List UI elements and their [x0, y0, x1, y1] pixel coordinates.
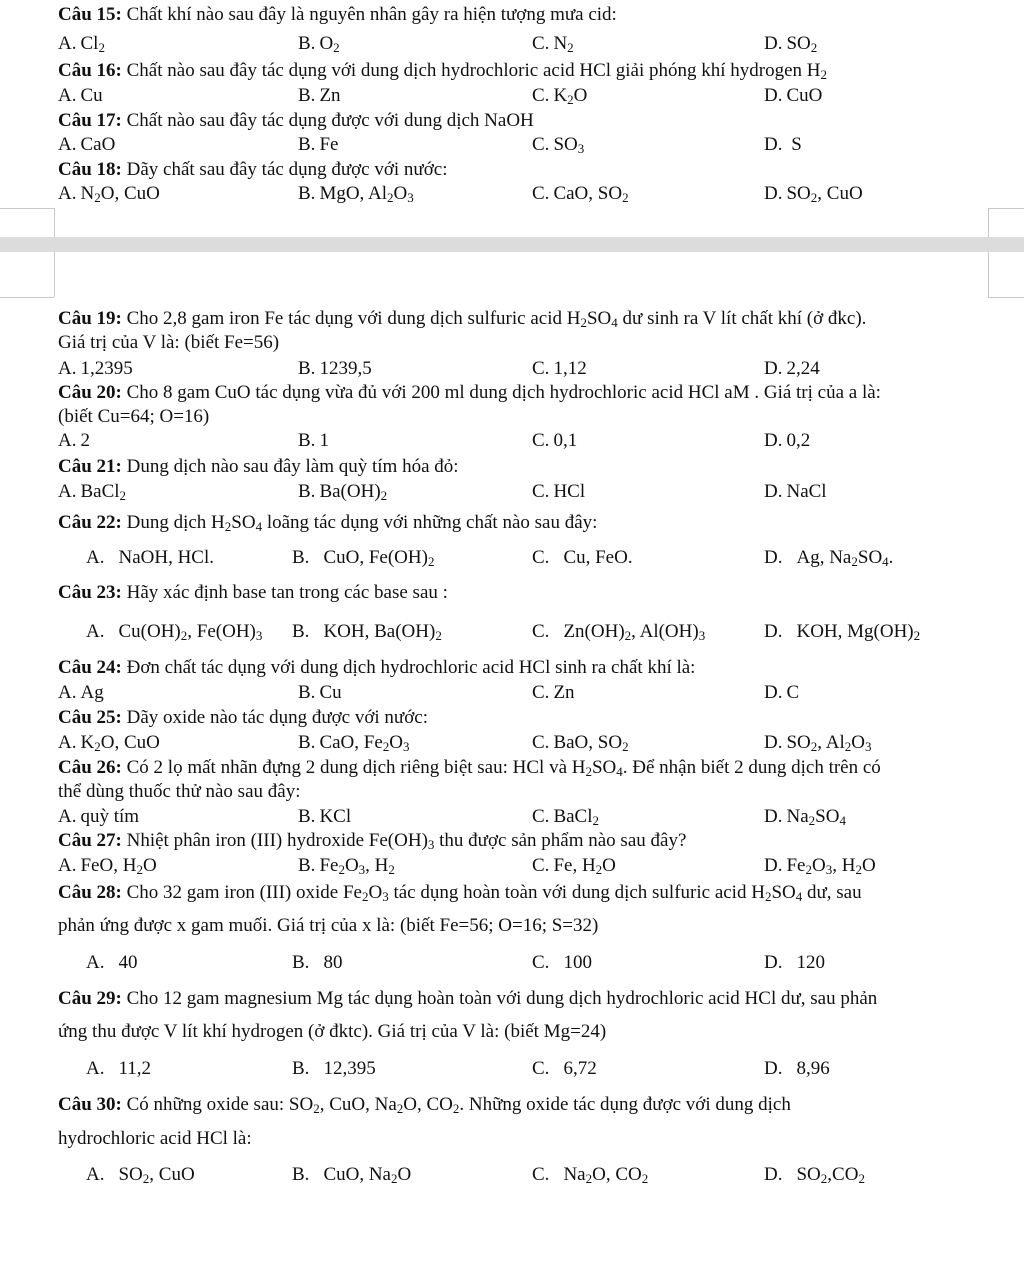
corner-mark	[0, 297, 54, 298]
answer-option-a	[58, 855, 157, 877]
option-letter: B.	[292, 621, 310, 642]
option-text: $SO_2$, CuO	[118, 1164, 195, 1186]
option-letter: B.	[298, 682, 316, 703]
answer-option-d	[764, 85, 822, 107]
answer-option-a	[58, 358, 133, 380]
option-text: 2,24	[786, 358, 820, 379]
option-letter: B.	[292, 952, 310, 973]
option-text: CaO	[80, 134, 116, 155]
question-text: Có những oxide sau: $SO_2$, CuO, $Na_2O$, $CO_2$. Những oxide tác dụng được với dung dịch	[121, 1094, 791, 1116]
option-text: 1,2395	[80, 358, 133, 379]
option-text: 0,1	[553, 430, 578, 451]
answer-option-d	[764, 621, 920, 643]
question-label: Câu 20:	[58, 382, 122, 403]
question-label: Câu 15:	[58, 4, 122, 25]
option-letter: A.	[58, 855, 77, 876]
question-text: Hãy xác định base tan trong các base sau :	[121, 582, 448, 603]
question-text: Nhiệt phân iron (III) hydroxide $Fe(OH)_3$ thu được sản phẩm nào sau đây?	[121, 830, 687, 852]
option-text: 1	[319, 430, 329, 451]
question-label: Câu 27:	[58, 830, 122, 851]
option-text: Fe, $H_2O$	[553, 855, 616, 877]
answer-option-a	[58, 33, 105, 55]
option-text: $Na_2O$, $CO_2$	[563, 1164, 649, 1186]
option-letter: B.	[292, 547, 310, 568]
option-text: BaO, $SO_2$	[553, 732, 629, 754]
option-text: KOH, $Ba(OH)_2$	[323, 621, 442, 643]
option-text: Cu	[80, 85, 103, 106]
question-text: Đơn chất tác dụng với dung dịch hydrochloric acid HCl sinh ra chất khí là:	[121, 657, 696, 678]
question-text: Chất khí nào sau đây là nguyên nhân gây ra hiện tượng mưa cid:	[121, 4, 617, 25]
option-letter: C.	[532, 806, 550, 827]
question-text: Cho 32 gam iron (III) oxide $Fe_2O_3$ tác dụng hoàn toàn với dung dịch sulfuric acid $H_2SO_4$ dư, sau	[121, 882, 862, 904]
option-letter: D.	[764, 358, 783, 379]
option-text: $Ba(OH)_2$	[319, 481, 388, 503]
question-text-continued: (biết Cu=64; O=16)	[58, 406, 210, 427]
option-text: BaCl$_2$	[553, 806, 599, 828]
option-letter: C.	[532, 621, 550, 642]
option-letter: B.	[298, 806, 316, 827]
option-text: 11,2	[118, 1058, 152, 1079]
answer-option-a	[86, 1058, 151, 1080]
option-letter: B.	[292, 1164, 310, 1185]
answer-option-b	[298, 33, 340, 55]
answer-option-b	[292, 1164, 411, 1186]
question-stem-q24	[58, 657, 998, 679]
answer-options-q19	[58, 358, 998, 382]
answer-option-c	[532, 430, 577, 452]
answer-options-q16	[58, 85, 998, 109]
answer-option-c	[532, 621, 705, 643]
option-text: 1,12	[553, 358, 587, 379]
option-letter: D.	[764, 134, 783, 155]
answer-option-d	[764, 183, 863, 205]
question-label: Câu 16:	[58, 60, 122, 81]
option-letter: B.	[298, 134, 316, 155]
option-text: FeO, $H_2O$	[80, 855, 157, 877]
option-text: 6,72	[563, 1058, 597, 1079]
answer-option-d	[764, 134, 802, 156]
answer-option-d	[764, 33, 817, 55]
answer-option-c	[532, 183, 629, 205]
option-text: KOH, $Mg(OH)_2$	[796, 621, 921, 643]
option-text: 40	[118, 952, 138, 973]
option-text: Zn	[319, 85, 341, 106]
answer-options-q18	[58, 183, 998, 207]
option-text: 12,395	[323, 1058, 376, 1079]
question-stem-q18	[58, 159, 998, 181]
question-label: Câu 17:	[58, 110, 122, 131]
option-text: 1239,5	[319, 358, 372, 379]
answer-options-q27	[58, 855, 998, 879]
option-text: $SO_2$, $Al_2O_3$	[786, 732, 872, 754]
answer-option-a	[86, 547, 214, 569]
option-text: 80	[323, 952, 343, 973]
option-letter: A.	[58, 358, 77, 379]
question-stem-q28	[58, 882, 998, 904]
option-letter: D.	[764, 952, 783, 973]
option-text: quỳ tím	[80, 806, 140, 827]
option-text: Ag	[80, 682, 104, 703]
option-text: CuO, $Na_2O$	[323, 1164, 412, 1186]
question-label: Câu 18:	[58, 159, 122, 180]
option-letter: C.	[532, 732, 550, 753]
option-text: $N_2O$, CuO	[80, 183, 160, 205]
answer-option-b	[292, 952, 342, 974]
answer-option-d	[764, 430, 810, 452]
question-label: Câu 24:	[58, 657, 122, 678]
option-text: $Zn(OH)_2$, $Al(OH)_3$	[563, 621, 706, 643]
option-text: $Fe_2O_3$, $H_2O$	[786, 855, 876, 877]
option-letter: A.	[58, 481, 77, 502]
option-letter: C.	[532, 855, 550, 876]
answer-option-c	[532, 732, 629, 754]
option-letter: A.	[86, 547, 105, 568]
answer-option-a	[58, 481, 126, 503]
question-label: Câu 28:	[58, 882, 122, 903]
page-gap	[0, 237, 1024, 252]
option-letter: A.	[86, 1058, 105, 1079]
question-text-continued: Giá trị của V là: (biết Fe=56)	[58, 332, 280, 353]
answer-options-q30	[58, 1164, 998, 1188]
question-label: Câu 21:	[58, 456, 122, 477]
answer-option-c	[532, 1164, 648, 1186]
option-letter: A.	[86, 621, 105, 642]
answer-option-a	[86, 952, 137, 974]
corner-mark	[54, 252, 55, 297]
question-text: Chất nào sau đây tác dụng với dung dịch hydrochloric acid HCl giải phóng khí hydrogen $H_2$	[121, 60, 828, 82]
option-text: 120	[796, 952, 825, 973]
answer-option-c	[532, 952, 592, 974]
answer-option-b	[298, 85, 341, 107]
corner-mark	[54, 208, 55, 237]
answer-options-q22	[58, 547, 998, 571]
answer-option-d	[764, 952, 825, 974]
question-stem-q27	[58, 830, 998, 852]
answer-option-d	[764, 682, 799, 704]
option-letter: D.	[764, 732, 783, 753]
answer-option-b	[298, 682, 342, 704]
option-letter: C.	[532, 183, 550, 204]
question-text: Dãy oxide nào tác dụng được với nước:	[121, 707, 428, 728]
answer-option-b	[298, 358, 372, 380]
option-letter: D.	[764, 806, 783, 827]
option-letter: D.	[764, 855, 783, 876]
option-text: MgO, $Al_2O_3$	[319, 183, 414, 205]
question-stem-q30	[58, 1094, 998, 1116]
answer-option-a	[58, 806, 139, 828]
answer-options-q25	[58, 732, 998, 756]
option-letter: C.	[532, 481, 550, 502]
answer-options-q24	[58, 682, 998, 706]
option-letter: B.	[298, 732, 316, 753]
option-text: $Na_2SO_4$	[786, 806, 846, 828]
question-label: Câu 26:	[58, 757, 122, 778]
option-letter: A.	[58, 732, 77, 753]
option-letter: C.	[532, 33, 550, 54]
question-text-continued: ứng thu được V lít khí hydrogen (ở đktc). Giá trị của V là: (biết Mg=24)	[58, 1021, 607, 1042]
option-letter: D.	[764, 621, 783, 642]
answer-options-q29	[58, 1058, 998, 1082]
answer-option-c	[532, 481, 585, 503]
option-letter: B.	[298, 481, 316, 502]
question-text-continued: thể dùng thuốc thử nào sau đây:	[58, 781, 301, 802]
answer-options-q17	[58, 134, 998, 158]
option-text: NaOH, HCl.	[118, 547, 215, 568]
option-letter: C.	[532, 952, 550, 973]
answer-option-a	[58, 682, 104, 704]
answer-option-d	[764, 1164, 865, 1186]
option-letter: C.	[532, 1164, 550, 1185]
option-letter: C.	[532, 547, 550, 568]
option-text: CuO	[786, 85, 823, 106]
answer-options-q15	[58, 33, 998, 57]
option-text: $SO_2$	[786, 33, 818, 55]
option-letter: B.	[298, 855, 316, 876]
answer-option-d	[764, 547, 893, 569]
answer-option-c	[532, 682, 575, 704]
option-letter: B.	[298, 85, 316, 106]
option-letter: B.	[298, 358, 316, 379]
option-letter: D.	[764, 547, 783, 568]
answer-option-a	[58, 134, 115, 156]
answer-option-c	[532, 1058, 597, 1080]
option-letter: A.	[86, 952, 105, 973]
question-text: Dãy chất sau đây tác dụng được với nước:	[121, 159, 448, 180]
question-label: Câu 25:	[58, 707, 122, 728]
corner-mark	[988, 208, 989, 237]
answer-option-b	[298, 806, 351, 828]
option-text: S	[786, 134, 802, 155]
option-letter: D.	[764, 33, 783, 54]
option-text: $O_2$	[319, 33, 340, 55]
option-letter: A.	[58, 682, 77, 703]
answer-option-b	[292, 547, 434, 569]
option-letter: A.	[86, 1164, 105, 1185]
question-text-continued: hydrochloric acid HCl là:	[58, 1128, 252, 1149]
corner-mark	[988, 208, 1024, 209]
question-stem-q22	[58, 512, 998, 534]
option-text: $K_2O$	[553, 85, 588, 107]
corner-mark	[0, 208, 54, 209]
question-text: Chất nào sau đây tác dụng được với dung dịch NaOH	[121, 110, 534, 131]
answer-option-d	[764, 358, 820, 380]
answer-options-q26	[58, 806, 998, 830]
option-letter: B.	[298, 183, 316, 204]
option-letter: D.	[764, 1164, 783, 1185]
answer-options-q21	[58, 481, 998, 505]
option-letter: C.	[532, 134, 550, 155]
option-text: $K_2O$, CuO	[80, 732, 160, 754]
question-stem-q23	[58, 582, 998, 604]
option-text: Ag, $Na_2SO_4$.	[796, 547, 894, 569]
question-label: Câu 22:	[58, 512, 122, 533]
answer-option-c	[532, 33, 574, 55]
option-text: HCl	[553, 481, 586, 502]
option-letter: D.	[764, 682, 783, 703]
option-text: BaCl$_2$	[80, 481, 127, 503]
option-letter: A.	[58, 85, 77, 106]
question-label: Câu 30:	[58, 1094, 122, 1115]
question-label: Câu 23:	[58, 582, 122, 603]
option-text: CuO, $Fe(OH)_2$	[323, 547, 435, 569]
option-letter: D.	[764, 183, 783, 204]
option-letter: B.	[298, 430, 316, 451]
question-stem-q25	[58, 707, 998, 729]
answer-option-a	[58, 183, 160, 205]
option-text: KCl	[319, 806, 352, 827]
question-stem-q19	[58, 308, 998, 330]
question-text: Cho 8 gam CuO tác dụng vừa đủ với 200 ml dung dịch hydrochloric acid HCl aM . Giá trị của a là:	[121, 382, 881, 403]
option-letter: A.	[58, 33, 77, 54]
option-letter: A.	[58, 806, 77, 827]
answer-option-d	[764, 481, 827, 503]
option-letter: A.	[58, 183, 77, 204]
answer-option-b	[298, 183, 414, 205]
option-letter: C.	[532, 430, 550, 451]
option-text: $Cl_2$	[80, 33, 105, 55]
answer-option-b	[292, 1058, 376, 1080]
option-text: $SO_2,CO_2$	[796, 1164, 865, 1186]
answer-option-c	[532, 806, 599, 828]
question-stem-q29	[58, 988, 998, 1010]
question-label: Câu 19:	[58, 308, 122, 329]
question-stem-q15	[58, 4, 998, 26]
answer-option-c	[532, 855, 616, 877]
answer-option-b	[298, 430, 329, 452]
question-label: Câu 29:	[58, 988, 122, 1009]
question-text: Cho 12 gam magnesium Mg tác dụng hoàn toàn với dung dịch hydrochloric acid HCl dư, sau phản	[121, 988, 878, 1009]
question-text-continued: phản ứng được x gam muối. Giá trị của x là: (biết Fe=56; O=16; S=32)	[58, 915, 599, 936]
option-text: $N_2$	[553, 33, 574, 55]
question-text: Dung dịch $H_2SO_4$ loãng tác dụng với những chất nào sau đây:	[121, 512, 598, 534]
answer-option-b	[292, 621, 442, 643]
answer-option-c	[532, 85, 587, 107]
answer-option-b	[298, 481, 387, 503]
answer-option-a	[86, 1164, 195, 1186]
option-text: Cu	[319, 682, 342, 703]
option-text: $Fe_2O_3$, $H_2$	[319, 855, 395, 877]
question-text: Có 2 lọ mất nhãn đựng 2 dung dịch riêng biệt sau: HCl và $H_2SO_4$. Để nhận biết 2 dung dịch trên có	[121, 757, 881, 779]
option-text: NaCl	[786, 481, 827, 502]
option-letter: D.	[764, 1058, 783, 1079]
answer-option-a	[58, 85, 103, 107]
corner-mark	[988, 297, 1024, 298]
option-text: C	[786, 682, 800, 703]
question-text: Dung dịch nào sau đây làm quỳ tím hóa đỏ:	[121, 456, 459, 477]
answer-option-c	[532, 547, 633, 569]
option-letter: C.	[532, 358, 550, 379]
option-text: 0,2	[786, 430, 811, 451]
option-text: $SO_2$, CuO	[786, 183, 863, 205]
answer-option-d	[764, 855, 876, 877]
answer-options-q20	[58, 430, 998, 454]
option-letter: A.	[58, 134, 77, 155]
question-text: Cho 2,8 gam iron Fe tác dụng với dung dịch sulfuric acid $H_2SO_4$ dư sinh ra V lít chất khí (ở đkc).	[121, 308, 867, 330]
answer-option-b	[298, 134, 338, 156]
option-text: 100	[563, 952, 592, 973]
corner-mark	[988, 252, 989, 297]
answer-option-c	[532, 358, 587, 380]
answer-options-q23	[58, 621, 998, 645]
option-letter: B.	[292, 1058, 310, 1079]
option-text: Fe	[319, 134, 339, 155]
option-text: 2	[80, 430, 90, 451]
answer-option-d	[764, 806, 846, 828]
question-stem-q21	[58, 456, 998, 478]
option-letter: C.	[532, 85, 550, 106]
option-letter: D.	[764, 481, 783, 502]
question-stem-q16	[58, 60, 998, 82]
option-text: Cu, FeO.	[563, 547, 633, 568]
option-letter: D.	[764, 85, 783, 106]
option-text: $SO_3$	[553, 134, 585, 156]
option-text: CaO, $Fe_2O_3$	[319, 732, 410, 754]
answer-option-b	[298, 855, 395, 877]
question-stem-q17	[58, 110, 998, 132]
answer-option-d	[764, 732, 871, 754]
answer-option-a	[58, 732, 160, 754]
question-stem-q20	[58, 382, 998, 404]
answer-option-b	[298, 732, 410, 754]
answer-option-a	[86, 621, 262, 643]
option-letter: C.	[532, 1058, 550, 1079]
option-letter: A.	[58, 430, 77, 451]
question-stem-q26	[58, 757, 998, 779]
answer-option-d	[764, 1058, 830, 1080]
option-text: Zn	[553, 682, 575, 703]
option-letter: C.	[532, 682, 550, 703]
option-text: CaO, $SO_2$	[553, 183, 629, 205]
answer-option-a	[58, 430, 90, 452]
answer-options-q28	[58, 952, 998, 976]
option-text: 8,96	[796, 1058, 830, 1079]
option-letter: B.	[298, 33, 316, 54]
option-text: $Cu(OH)_2$, $Fe(OH)_3$	[118, 621, 263, 643]
answer-option-c	[532, 134, 584, 156]
option-letter: D.	[764, 430, 783, 451]
